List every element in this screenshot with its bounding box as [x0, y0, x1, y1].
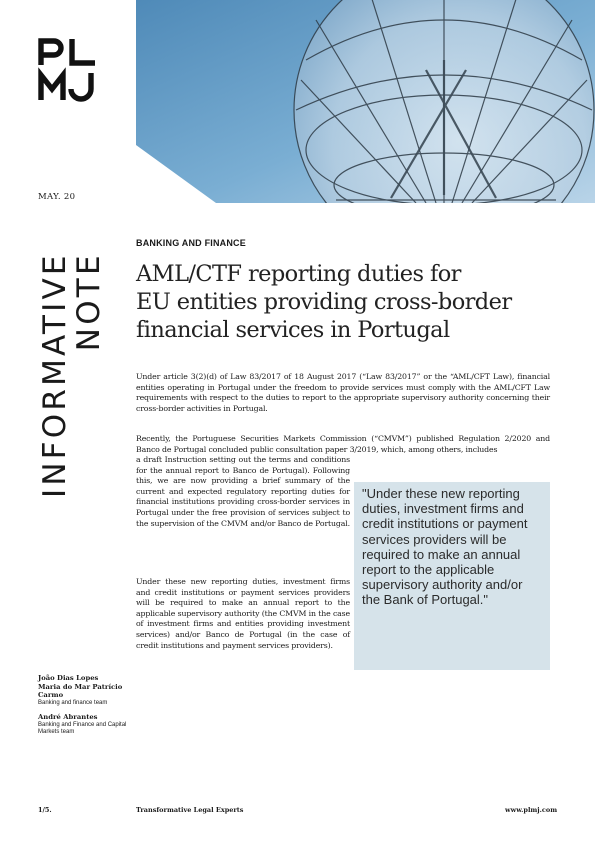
author-name: André Abrantes: [38, 712, 98, 721]
informative-note-label: [38, 252, 106, 498]
footer-tagline: Transformative Legal Experts: [136, 806, 244, 814]
vertical-title-line2: NOTE: [71, 252, 107, 352]
authors-list: [38, 674, 128, 742]
body-paragraph-2-narrow: a draft Instruction setting out the terms and conditions for the annual report to Banco de Portugal). Following this, we are now providing a brief summary of the current and expected regulatory reporting duties for financial institutions providing cross-border services in Portugal under the free provision of services subject to the supervision of the CMVM and/or Banco de Portugal.: [136, 455, 350, 528]
section-label: BANKING AND FINANCE: [136, 238, 246, 248]
vertical-title-line1: INFORMATIVE: [37, 252, 73, 498]
body-paragraph-3: Under these new reporting duties, investment firms and credit institutions or payment services providers will be required to make an annual report to the applicable supervisory authority (the CMVM in the case of investment firms and entities providing investment services) and/or Banco de Portugal (in the case of credit institutions and payment services providers).: [136, 577, 350, 650]
page-title: [136, 260, 576, 344]
title-line3: financial services in Portugal: [136, 317, 450, 343]
publication-date: MAY. 20: [38, 192, 76, 202]
pull-quote-text: "Under these new reporting duties, investment firms and credit institutions or payment services providers will be required to make an annual report to the applicable supervisory authority and/or the Bank of Portugal.": [362, 486, 528, 608]
body-paragraph-2-wide: Recently, the Portuguese Securities Markets Commission (“CMVM”) published Regulation 2/2020 and Banco de Portugal concluded public consultation paper 3/2019, which, among others, includes: [136, 434, 550, 454]
plmj-logo: [37, 37, 99, 103]
title-line2: EU entities providing cross-border: [136, 289, 512, 315]
author-name: João Dias Lopes: [38, 674, 99, 682]
footer-website-link[interactable]: www.plmj.com: [505, 806, 558, 814]
title-line1: AML/CTF reporting duties for: [136, 261, 461, 287]
body-paragraph-1: Under article 3(2)(d) of Law 83/2017 of 18 August 2017 (“Law 83/2017” or the “AML/CFT Law), financial entities operating in Portugal under the freedom to provide services must comply with the AML/CFT Law requirements with respect to the duties to report to the appropriate supervisory authority concerning their cross-border activities in Portugal.: [136, 372, 550, 413]
author-team: Banking and Finance and Capital Markets team: [38, 721, 127, 735]
author-name: Maria do Mar Patrício Carmo: [38, 682, 123, 700]
author-team: Banking and finance team: [38, 699, 108, 706]
pull-quote-box: [354, 482, 550, 670]
page-number: 1/5.: [38, 806, 52, 814]
radome-photo: [136, 0, 595, 203]
